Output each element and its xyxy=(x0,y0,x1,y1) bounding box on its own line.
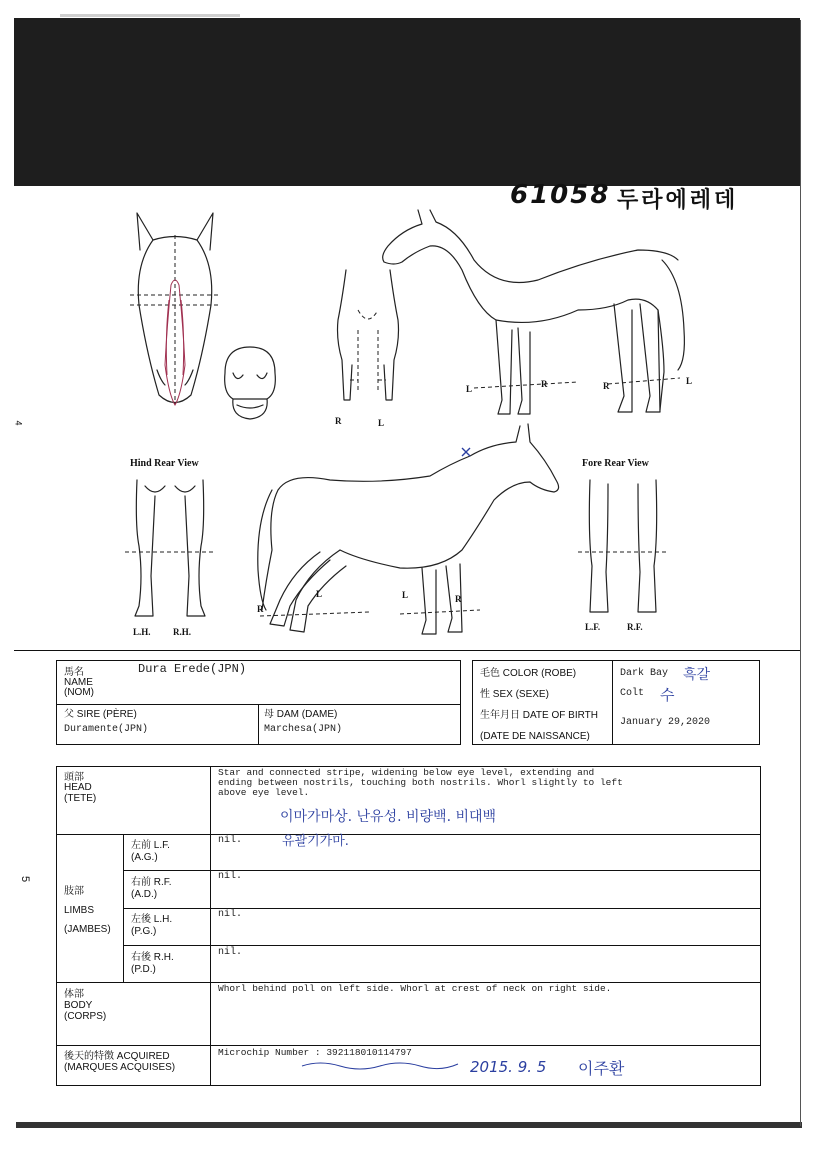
limb-rf-fr: (A.D.) xyxy=(131,889,158,900)
side-bot-label-l1: L xyxy=(316,589,323,599)
side-bot-label-l2: L xyxy=(402,590,409,600)
head-handwritten-2: 유괄기가마. xyxy=(282,834,349,849)
korean-horse-name: 두라에레데 xyxy=(617,188,739,213)
dob-label: 生年月日 DATE OF BIRTH xyxy=(480,710,598,721)
body-label-fr: (CORPS) xyxy=(64,1011,107,1022)
name-label-jp: 馬名 xyxy=(64,667,84,678)
hind-rear-label-rh: R.H. xyxy=(173,627,191,637)
body-label-jp: 体部 xyxy=(64,989,84,1000)
dam-label: 母 DAM (DAME) xyxy=(264,709,338,720)
side-top-label-r2: R xyxy=(603,381,610,391)
side-top-label-l2: L xyxy=(686,376,693,386)
body-description: Whorl behind poll on left side. Whorl at crest of neck on right side. xyxy=(218,983,612,994)
limb-rh-jp: 右後 R.H. xyxy=(131,952,174,963)
signature-name: 이주환 xyxy=(578,1059,625,1078)
side-bot-label-r1: R xyxy=(257,604,264,614)
limb-rf-jp: 右前 R.F. xyxy=(131,877,172,888)
limb-lf-jp: 左前 L.F. xyxy=(131,840,170,851)
head-label-fr: (TETE) xyxy=(64,793,97,804)
name-label-en: NAME xyxy=(64,677,93,688)
margin-mark-mid: 5 xyxy=(19,875,32,883)
scan-dark-band xyxy=(14,18,800,186)
muzzle-diagram xyxy=(215,343,285,425)
limb-lh-value: nil. xyxy=(218,909,243,920)
side-top-label-l1: L xyxy=(466,384,473,394)
scan-bottom-edge xyxy=(16,1122,802,1128)
side-bot-label-r2: R xyxy=(455,594,462,604)
name-label-fr: (NOM) xyxy=(64,687,94,698)
sex-value: Colt xyxy=(620,688,645,699)
color-value: Dark Bay xyxy=(620,668,669,679)
signature-squiggle xyxy=(300,1058,460,1072)
fore-rear-label-rf: R.F. xyxy=(627,622,643,632)
sire-label: 父 SIRE (PÈRE) xyxy=(64,709,137,720)
horse-side-view-right xyxy=(250,420,570,645)
registration-number: 61058 xyxy=(510,180,611,210)
limb-rf-value: nil. xyxy=(218,871,243,882)
limbs-label-jp: 肢部 xyxy=(64,886,84,897)
sex-handwritten: 수 xyxy=(660,686,675,704)
head-label-jp: 頭部 xyxy=(64,772,84,783)
fore-rear-label-lf: L.F. xyxy=(585,622,601,632)
limbs-label-fr: (JAMBES) xyxy=(64,924,111,935)
limb-lf-fr: (A.G.) xyxy=(131,852,158,863)
scan-top-edge xyxy=(60,14,240,17)
sex-label: 性 SEX (SEXE) xyxy=(480,689,549,700)
limb-rh-fr: (P.D.) xyxy=(131,964,156,975)
head-handwritten-1: 이마가마상. 난유성. 비량백. 비대백 xyxy=(280,809,497,825)
acquired-label-fr: (MARQUES ACQUISES) xyxy=(64,1062,176,1073)
margin-mark-top: 4 xyxy=(13,420,24,426)
fore-rear-view-label: Fore Rear View xyxy=(582,458,649,469)
head-front-diagram xyxy=(125,205,225,415)
horse-side-view-left xyxy=(378,200,698,420)
hind-rear-view-label: Hind Rear View xyxy=(130,458,199,469)
microchip-number: Microchip Number : 392118010114797 xyxy=(218,1047,412,1058)
limb-lh-jp: 左後 L.H. xyxy=(131,914,173,925)
side-top-label-r1: R xyxy=(541,379,548,389)
limb-lh-fr: (P.G.) xyxy=(131,926,157,937)
fore-rear-view-diagram xyxy=(578,476,668,626)
fore-legs-label-l: L xyxy=(378,418,385,428)
sire-value: Duramente(JPN) xyxy=(64,724,149,735)
dob-value: January 29,2020 xyxy=(620,717,711,728)
acquired-label: 後天的特徴 ACQUIRED xyxy=(64,1051,170,1062)
limb-rh-value: nil. xyxy=(218,947,243,958)
color-handwritten: 흑갈 xyxy=(683,667,711,683)
limbs-label-en: LIMBS xyxy=(64,905,95,916)
signature-date: 2015. 9. 5 xyxy=(470,1058,547,1076)
horse-name-value: Dura Erede(JPN) xyxy=(138,662,247,676)
dam-value: Marchesa(JPN) xyxy=(264,724,343,735)
body-label-en: BODY xyxy=(64,1000,93,1011)
scan-right-edge xyxy=(800,20,801,1126)
fore-legs-label-r: R xyxy=(335,416,342,426)
dob-label-fr: (DATE DE NAISSANCE) xyxy=(480,731,590,742)
diagram-separator xyxy=(14,650,800,651)
color-label: 毛色 COLOR (ROBE) xyxy=(480,668,577,679)
head-label-en: HEAD xyxy=(64,782,92,793)
hind-rear-view-diagram xyxy=(125,476,215,626)
head-description: Star and connected stripe, widening below eye level, extending and ending between nostrils, touching both nostrils. Whorl slightly to left above eye level. xyxy=(218,767,623,798)
limb-lf-value: nil. xyxy=(218,835,243,846)
hind-rear-label-lh: L.H. xyxy=(133,627,151,637)
